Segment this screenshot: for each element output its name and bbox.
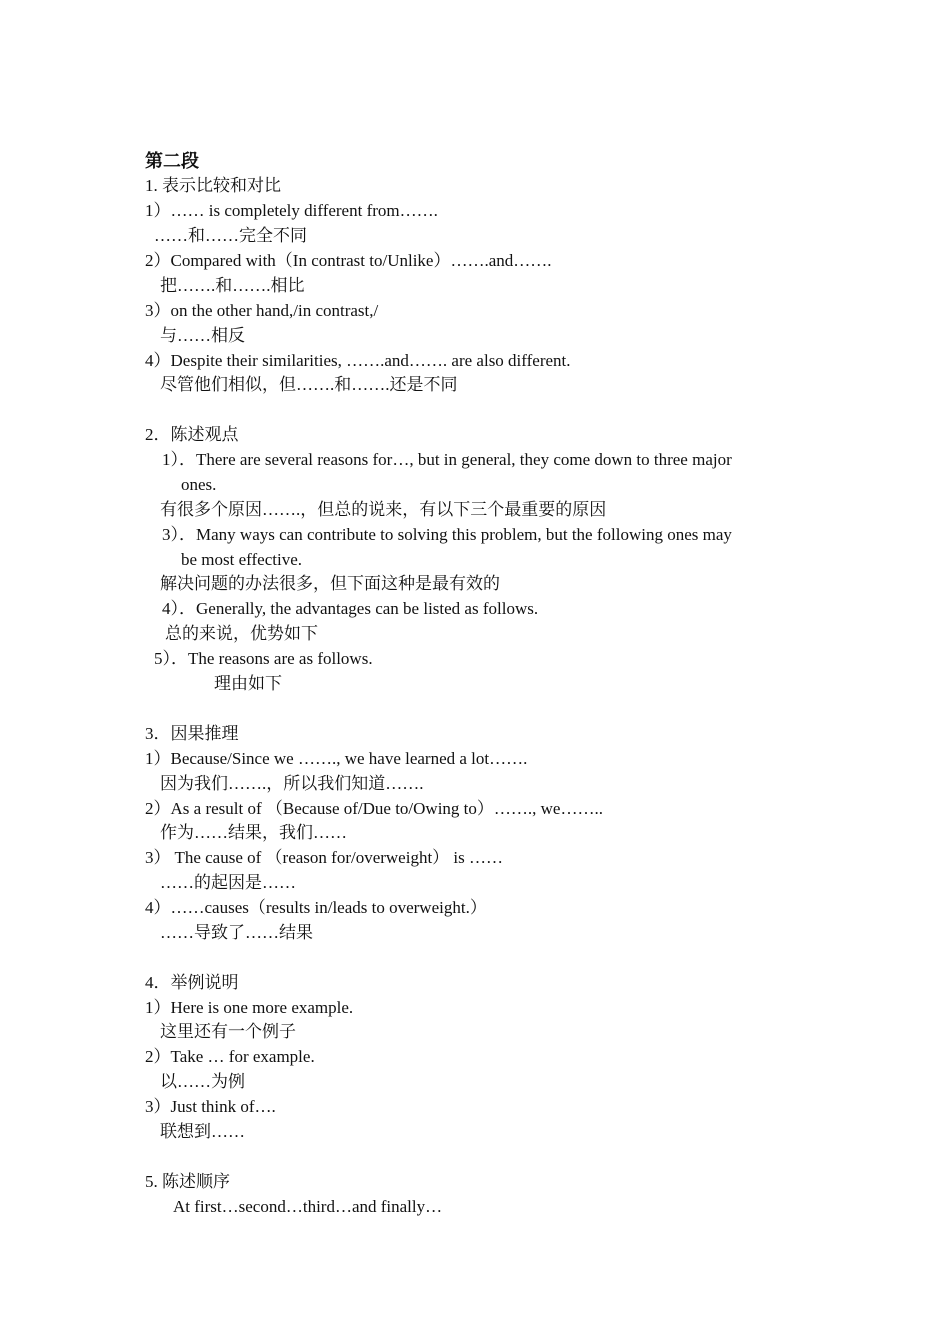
section-2-item-5-en: 5）．The reasons are as follows.: [154, 649, 373, 668]
section-1-item-4-zh: 尽管他们相似，但…….和…….还是不同: [160, 375, 458, 394]
section-3-title: 3．因果推理: [145, 724, 239, 743]
section-1-item-4-en: 4）Despite their similarities, …….and……. are also different.: [145, 351, 571, 370]
section-2-item-3-zh: 解决问题的办法很多，但下面这种是最有效的: [160, 574, 500, 593]
section-4-item-2-en: 2）Take … for example.: [145, 1047, 315, 1066]
section-3-item-2-zh: 作为……结果，我们……: [160, 823, 347, 842]
section-3-item-1-en: 1）Because/Since we ……., we have learned a lot…….: [145, 749, 528, 768]
section-2-item-4-zh: 总的来说，优势如下: [165, 624, 318, 643]
section-4-item-1-zh: 这里还有一个例子: [160, 1022, 296, 1041]
section-2-title: 2．陈述观点: [145, 425, 239, 444]
section-4-item-3-en: 3）Just think of….: [145, 1097, 276, 1116]
section-1-item-3-zh: 与……相反: [160, 326, 245, 345]
section-3-item-3-en: 3） The cause of （reason for/overweight） is ……: [145, 848, 504, 867]
section-1-item-3-en: 3）on the other hand,/in contrast,/: [145, 301, 379, 320]
section-4-item-2-zh: 以……为例: [160, 1072, 245, 1091]
page-heading: 第二段: [145, 151, 199, 171]
section-3-item-4-en: 4）……causes（results in/leads to overweight.）: [145, 898, 487, 917]
section-2-item-1-zh: 有很多个原因…….，但总的说来，有以下三个最重要的原因: [160, 500, 607, 519]
section-1-item-2-en: 2）Compared with（In contrast to/Unlike）…….and…….: [145, 251, 552, 270]
section-2-item-1-en: 1）．There are several reasons for…, but in general, they come down to three major: [162, 450, 732, 469]
section-5-title: 5. 陈述顺序: [145, 1172, 230, 1191]
section-2-item-1-en-cont: ones.: [181, 475, 217, 494]
section-1-item-1-zh: ……和……完全不同: [154, 226, 307, 245]
section-3-item-4-zh: ……导致了……结果: [160, 923, 313, 942]
section-2-item-3-en-cont: be most effective.: [181, 550, 303, 569]
section-2-item-4-en: 4）．Generally, the advantages can be listed as follows.: [162, 599, 539, 618]
section-4-item-3-zh: 联想到……: [160, 1122, 245, 1141]
section-4-title: 4．举例说明: [145, 973, 239, 992]
section-3-item-3-zh: ……的起因是……: [160, 873, 296, 892]
section-2-item-5-zh: 理由如下: [214, 674, 282, 693]
section-1-title: 1. 表示比较和对比: [145, 176, 281, 195]
section-1-item-1-en: 1）…… is completely different from…….: [145, 201, 438, 220]
section-4-item-1-en: 1）Here is one more example.: [145, 998, 354, 1017]
section-3-item-2-en: 2）As a result of （Because of/Due to/Owing to）……., we……..: [145, 799, 603, 818]
section-5-line: At first…second…third…and finally…: [173, 1197, 443, 1216]
section-1-item-2-zh: 把…….和…….相比: [160, 276, 305, 295]
section-2-item-3-en: 3）．Many ways can contribute to solving this problem, but the following ones may: [162, 525, 732, 544]
section-3-item-1-zh: 因为我们…….，所以我们知道…….: [160, 774, 424, 793]
